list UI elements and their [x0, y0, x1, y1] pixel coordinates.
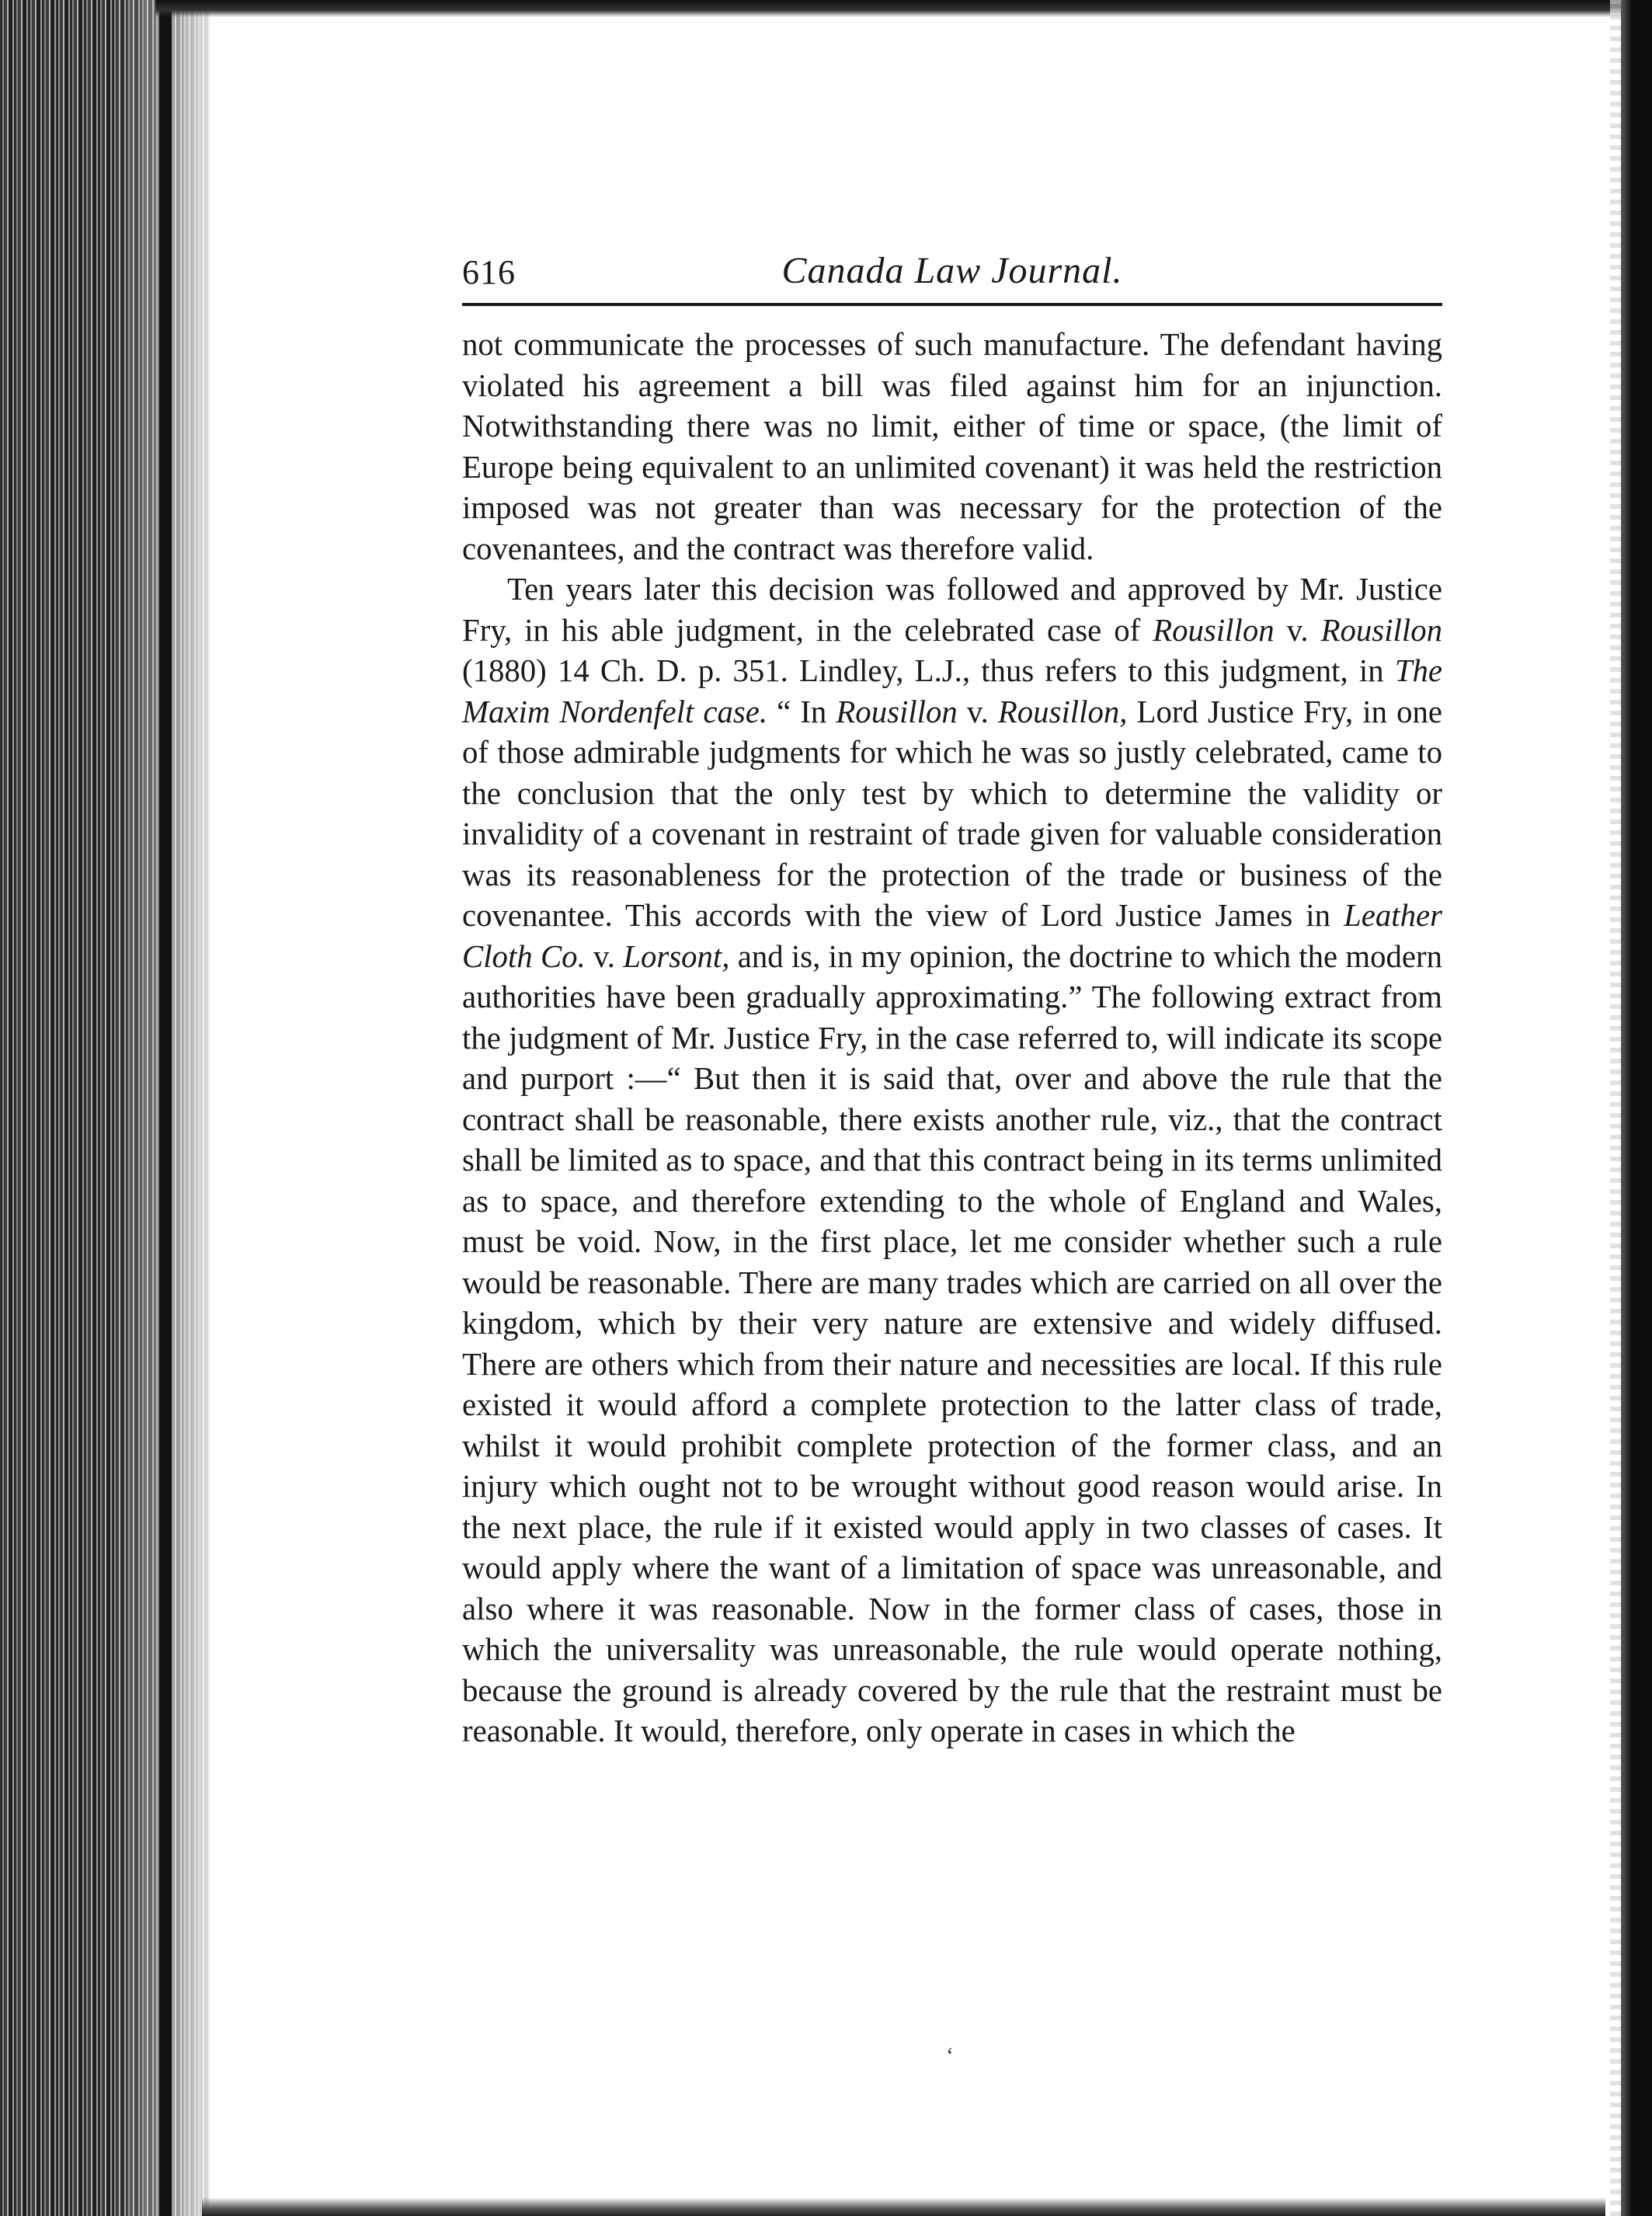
text-span: (1880) 14 Ch. D. p. 351. Lindley, L.J., thus refers to this judgment, in	[462, 653, 1395, 688]
gutter-shadow	[159, 0, 172, 2216]
case-name: Rousillon	[1153, 612, 1275, 648]
journal-title: Canada Law Journal.	[781, 250, 1123, 291]
paragraph-continued: not communicate the processes of such manufacture. The defendant having violated his agreement a bill was filed against him for an injunction. Notwithstanding there was no limit, either of time or space, (the limit of Europe being equivalent to an unlimited covenant) it was held the restriction imposed was not greater than was necessary for the protection of the covenantees, and the contract was therefore valid.	[462, 327, 1442, 566]
paragraph-rousillon	[462, 569, 1442, 1752]
text-span: v.	[957, 694, 998, 729]
scan-top-edge	[155, 0, 1621, 17]
stray-mark: ‘	[946, 2043, 954, 2068]
case-name: Rousillon	[1320, 612, 1442, 648]
scan-bottom-edge	[202, 2197, 1605, 2216]
page-number: 616	[462, 253, 516, 291]
text-span: “ In	[767, 694, 836, 729]
text-span: v.	[1274, 612, 1321, 648]
case-name: Rousillon	[836, 694, 958, 729]
page-edge-right	[1610, 0, 1621, 2216]
text-span: Ten years later this decision was followed and approved by Mr. Justice Fry, in his able judgment, in the celebrated case of	[462, 572, 1442, 648]
text-span: and is, in my opinion, the doctrine to which the modern authorities have been gradually approximating.” The following extract from the judgment of Mr. Justice Fry, in the case referred to, will indicate its scope and purport :—“ But then it is said that, over and above the rule that the contract shall be reasonable, there exists another rule, viz., that the contract shall be limited as to space, and that this contract being in its terms unlimited as to space, and therefore extending to the whole of England and Wales, must be void. Now, in the first place, let me consider whether such a rule would be reasonable. There are many trades which are carried on all over the kingdom, which by their very nature are extensive and widely diffused. There are others which from their nature and necessities are local. If this rule existed it would afford a complete protection to the latter class of trade, whilst it would prohibit complete protection of the former class, and an injury which ought not to be wrought without good reason would arise. In the next place, the rule if it existed would apply in two classes of cases. It would apply where the want of a limitation of space was unreasonable, and also where it was reasonable. Now in the former class of cases, those in which the universality was unreasonable, the rule would operate nothing, because the ground is already covered by the rule that the restraint must be reasonable. It would, therefore, only operate in cases in which the	[462, 938, 1442, 1748]
case-name: Leather Cloth Co.	[462, 898, 1442, 974]
case-name: The Maxim Nordenfelt case.	[462, 653, 1442, 729]
running-head	[462, 233, 1442, 306]
book-gutter	[0, 0, 210, 2216]
journal-page	[462, 233, 1442, 1752]
article-body	[462, 325, 1442, 1752]
text-span: v.	[585, 938, 624, 974]
text-span: Lord Justice Fry, in one of those admirable judgments for which he was so justly celebrated, came to the conclusion that the only test by which to determine the validity or invalidity of a covenant in restraint of trade given for valuable consideration was its reasonableness for the protection of the trade or business of the covenantee. This accords with the view of Lord Justice James in	[462, 694, 1442, 933]
case-name: Rousillon,	[997, 694, 1128, 729]
scan-right-edge	[1621, 0, 1652, 2216]
case-name: Lorsont,	[623, 938, 730, 974]
